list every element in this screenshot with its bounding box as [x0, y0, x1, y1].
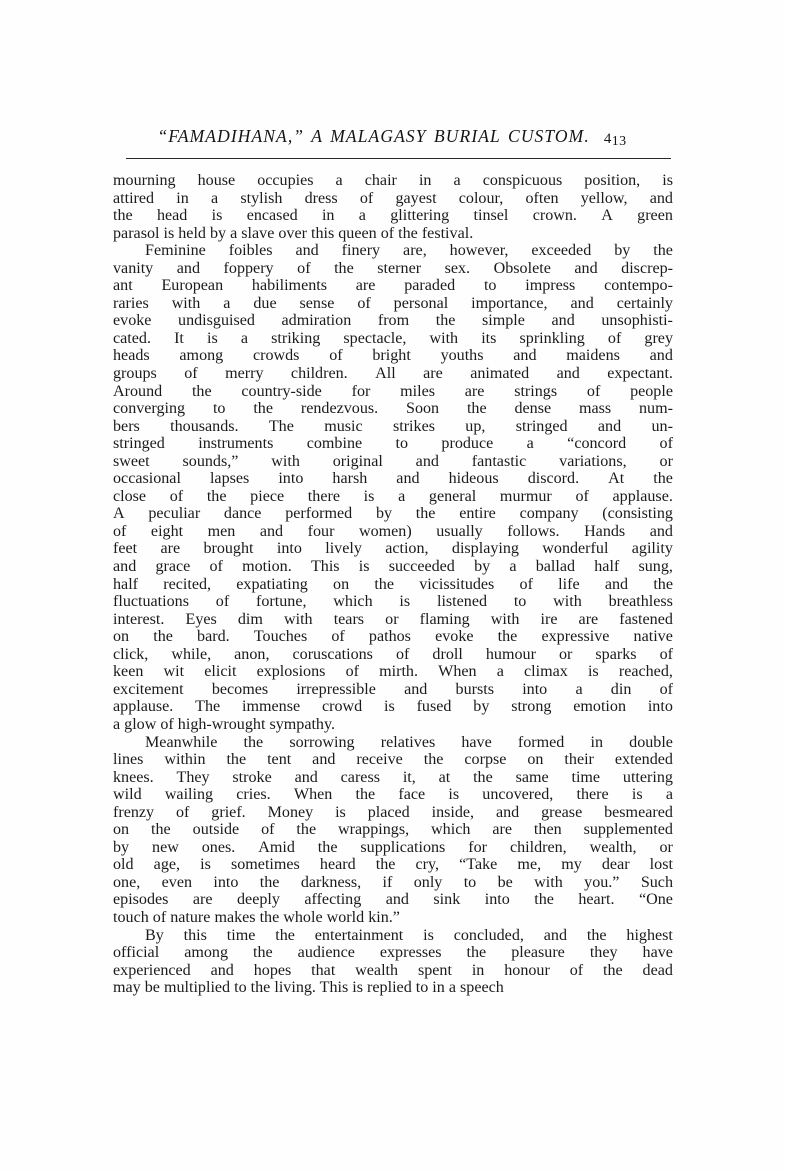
text-line: heads among crowds of bright youths and maidens and [113, 347, 673, 365]
paragraph [113, 172, 673, 242]
text-line: bers thousands. The music strikes up, stringed and un- [113, 417, 673, 435]
text-line: knees. They stroke and caress it, at the same time uttering [113, 768, 673, 786]
page-number-trail: 13 [611, 134, 627, 149]
text-line: experienced and hopes that wealth spent in honour of the dead [113, 961, 673, 979]
text-line: and grace of motion. This is succeeded by a ballad half sung, [113, 558, 673, 576]
text-line: stringed instruments combine to produce a “concord of [113, 435, 673, 453]
running-header-title: “FAMADIHANA,” A MALAGASY BURIAL CUSTOM. [157, 126, 590, 146]
text-line: wild wailing cries. When the face is uncovered, there is a [113, 786, 673, 804]
paragraph [113, 734, 673, 927]
text-line: on the outside of the wrappings, which are then supplemented [113, 821, 673, 839]
text-line: frenzy of grief. Money is placed inside, and grease besmeared [113, 803, 673, 821]
text-line: A peculiar dance performed by the entire company (consisting [113, 505, 673, 523]
text-line: raries with a due sense of personal importance, and certainly [113, 294, 673, 312]
text-line: close of the piece there is a general murmur of applause. [113, 487, 673, 505]
page-number-lead: 4 [603, 131, 612, 147]
text-line: a glow of high-wrought sympathy. [113, 715, 336, 733]
text-line: Feminine foibles and finery are, however, exceeded by the [145, 242, 673, 260]
text-line: excitement becomes irrepressible and bursts into a din of [113, 680, 673, 698]
running-header [113, 126, 671, 152]
text-line: By this time the entertainment is concluded, and the highest [145, 926, 673, 944]
header-divider-rule [126, 158, 671, 159]
text-line: feet are brought into lively action, displaying wonderful agility [113, 540, 673, 558]
text-line: touch of nature makes the whole world kin.” [113, 908, 400, 926]
page-number [604, 131, 627, 148]
text-line: parasol is held by a slave over this queen of the festival. [113, 224, 474, 242]
text-line: Meanwhile the sorrowing relatives have formed in double [145, 733, 673, 751]
text-line: converging to the rendezvous. Soon the dense mass num- [113, 400, 673, 418]
text-line: lines within the tent and receive the corpse on their extended [113, 751, 673, 769]
text-line: old age, is sometimes heard the cry, “Take me, my dear lost [113, 856, 673, 874]
text-line: groups of merry children. All are animated and expectant. [113, 365, 673, 383]
text-line: sweet sounds,” with original and fantastic variations, or [113, 452, 673, 470]
text-line: official among the audience expresses the pleasure they have [113, 944, 673, 962]
text-line: fluctuations of fortune, which is listened to with breathless [113, 593, 673, 611]
text-line: mourning house occupies a chair in a conspicuous position, is [113, 172, 673, 189]
text-line: on the bard. Touches of pathos evoke the expressive native [113, 628, 673, 646]
paragraph [113, 927, 673, 997]
text-line: occasional lapses into harsh and hideous discord. At the [113, 470, 673, 488]
text-line: interest. Eyes dim with tears or flaming with ire are fastened [113, 610, 673, 628]
text-line: episodes are deeply affecting and sink into the heart. “One [113, 891, 673, 909]
text-line: may be multiplied to the living. This is replied to in a speech [113, 979, 504, 997]
text-line: vanity and foppery of the sterner sex. Obsolete and discrep- [113, 259, 673, 277]
text-line: the head is encased in a glittering tinsel crown. A green [113, 207, 673, 225]
text-line: Around the country-side for miles are strings of people [113, 382, 673, 400]
text-line: ant European habiliments are paraded to impress contempo- [113, 277, 673, 295]
text-line: by new ones. Amid the supplications for children, wealth, or [113, 838, 673, 856]
text-line: half recited, expatiating on the vicissitudes of life and the [113, 575, 673, 593]
text-line: one, even into the darkness, if only to be with you.” Such [113, 873, 673, 891]
body-text-column [113, 172, 673, 997]
text-line: of eight men and four women) usually follows. Hands and [113, 522, 673, 540]
text-line: cated. It is a striking spectacle, with its sprinkling of grey [113, 329, 673, 347]
text-line: applause. The immense crowd is fused by strong emotion into [113, 698, 673, 716]
text-line: evoke undisguised admiration from the simple and unsophisti- [113, 312, 673, 330]
text-line: attired in a stylish dress of gayest colour, often yellow, and [113, 189, 673, 207]
paragraph [113, 242, 673, 733]
text-line: click, while, anon, coruscations of droll humour or sparks of [113, 645, 673, 663]
text-line: keen wit elicit explosions of mirth. When a climax is reached, [113, 663, 673, 681]
